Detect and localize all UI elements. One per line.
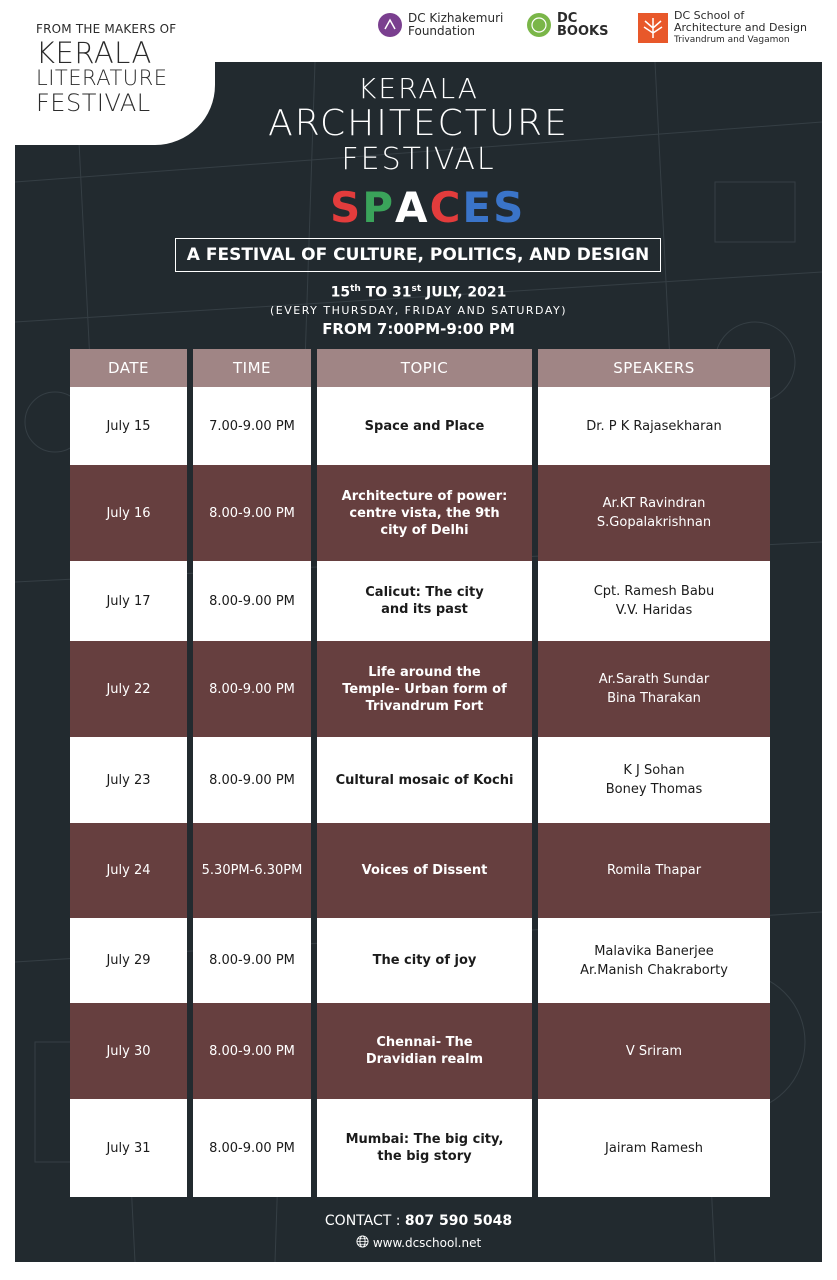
table-row: [70, 737, 770, 823]
row-date: July 23: [70, 737, 187, 823]
contact-label: CONTACT :: [324, 1213, 405, 1229]
speaker-name: V.V. Haridas: [615, 603, 693, 618]
table-row: [70, 561, 770, 641]
sponsor-1-line-1: DC Kizhakemuri: [408, 11, 504, 25]
topic-line: and its past: [381, 602, 468, 617]
start-date-suffix: th: [350, 284, 361, 294]
speaker-name: Bina Tharakan: [607, 691, 701, 706]
speaker-name: Malavika Banerjee: [594, 943, 714, 959]
speaker-name: Ar.Sarath Sundar: [598, 672, 710, 687]
topic-line: Temple- Urban form of: [342, 681, 507, 697]
row-topic: [317, 737, 532, 823]
festival-title-line-3: FESTIVAL: [341, 142, 496, 177]
contact-info: [0, 1213, 837, 1229]
row-time: 8.00-9.00 PM: [193, 1099, 311, 1197]
row-date: July 24: [70, 823, 187, 918]
speaker-name: Ar.Manish Chakraborty: [580, 962, 728, 978]
speaker-name: Jairam Ramesh: [605, 1140, 703, 1156]
row-date: July 29: [70, 918, 187, 1003]
row-speakers: [538, 823, 770, 918]
spaces-letter: S: [330, 183, 361, 232]
header-time: TIME: [193, 349, 311, 387]
table-row: [70, 1003, 770, 1099]
sponsor-2-line-2: BOOKS: [557, 24, 609, 39]
topic-line: Calicut: The city: [365, 585, 484, 600]
speaker-name: Romila Thapar: [606, 863, 702, 878]
table-row: [70, 823, 770, 918]
sponsor-dc-foundation: [378, 12, 503, 38]
klf-line-1: KERALA: [36, 36, 152, 70]
topic-line: the big story: [377, 1149, 472, 1164]
topic-line: Mumbai: The big city,: [345, 1132, 504, 1147]
row-time: 8.00-9.00 PM: [193, 561, 311, 641]
row-time: 8.00-9.00 PM: [193, 737, 311, 823]
sponsor-2-line-1: DC: [557, 11, 578, 26]
topic-line: Chennai- The: [376, 1035, 473, 1050]
header-topic: TOPIC: [317, 349, 532, 387]
speaker-name: S.Gopalakrishnan: [596, 515, 712, 530]
festival-title-line-2: ARCHITECTURE: [268, 103, 569, 144]
row-speakers: [538, 465, 770, 561]
row-time: 8.00-9.00 PM: [193, 641, 311, 737]
website-row: [0, 1235, 837, 1251]
header-speakers: SPEAKERS: [538, 349, 770, 387]
festival-tagline: A FESTIVAL OF CULTURE, POLITICS, AND DESIGN: [175, 238, 661, 272]
schedule-table: [64, 349, 776, 1197]
row-topic: [317, 465, 532, 561]
header-date: DATE: [70, 349, 187, 387]
topic-line: The city of joy: [372, 953, 477, 968]
row-speakers: [538, 387, 770, 465]
klf-line-2: LITERATURE: [36, 66, 168, 90]
topic-line: Voices of Dissent: [361, 863, 488, 878]
topic-line: Trivandrum Fort: [365, 698, 484, 714]
row-speakers: [538, 1099, 770, 1197]
topic-line: centre vista, the 9th: [349, 505, 500, 521]
end-date-suffix: st: [411, 284, 422, 294]
table-row: [70, 1099, 770, 1197]
table-header-row: [70, 349, 770, 387]
to-label: TO: [360, 284, 393, 301]
row-topic: [317, 823, 532, 918]
topic-line: Cultural mosaic of Kochi: [335, 772, 514, 788]
row-time: 8.00-9.00 PM: [193, 918, 311, 1003]
row-speakers: [538, 641, 770, 737]
makers-label: FROM THE MAKERS OF: [36, 22, 177, 36]
table-row: [70, 918, 770, 1003]
festival-title-line-1: KERALA: [358, 72, 479, 105]
sponsor-3-line-2: Architecture and Design: [674, 21, 808, 34]
spaces-letter: C: [429, 183, 461, 232]
table-row: [70, 387, 770, 465]
topic-line: city of Delhi: [380, 522, 469, 538]
topic-line: Life around the: [368, 664, 481, 680]
row-topic: [317, 641, 532, 737]
row-topic: [317, 1099, 532, 1197]
row-topic: [317, 387, 532, 465]
row-time: 8.00-9.00 PM: [193, 465, 311, 561]
row-topic: [317, 1003, 532, 1099]
schedule-time: FROM 7:00PM-9:00 PM: [322, 320, 515, 338]
speaker-name: Ar.KT Ravindran: [602, 496, 706, 511]
schedule-days: (EVERY THURSDAY, FRIDAY AND SATURDAY): [269, 304, 568, 317]
spaces-letter: P: [362, 183, 394, 232]
row-date: July 17: [70, 561, 187, 641]
start-date: 15: [330, 284, 351, 301]
row-time: 5.30PM-6.30PM: [193, 823, 311, 918]
speaker-name: K J Sohan: [623, 763, 685, 778]
contact-phone[interactable]: 807 590 5048: [404, 1213, 513, 1229]
row-time: 8.00-9.00 PM: [193, 1003, 311, 1099]
row-speakers: [538, 737, 770, 823]
table-row: [70, 465, 770, 561]
row-date: July 16: [70, 465, 187, 561]
row-date: July 22: [70, 641, 187, 737]
dc-school-logo-icon: [638, 13, 668, 43]
row-speakers: [538, 918, 770, 1003]
speaker-name: V Sriram: [625, 1043, 683, 1059]
speaker-name: Boney Thomas: [605, 782, 703, 797]
sponsor-3-line-1: DC School of: [674, 9, 745, 22]
spaces-letter: S: [493, 183, 524, 232]
row-speakers: [538, 561, 770, 641]
klf-line-3: FESTIVAL: [36, 89, 151, 117]
end-date: 31: [392, 284, 412, 301]
dc-foundation-logo-icon: [378, 13, 402, 37]
table-row: [70, 641, 770, 737]
website-link[interactable]: www.dcschool.net: [372, 1236, 482, 1250]
month-year: JULY, 2021: [421, 284, 507, 301]
topic-line: Space and Place: [364, 418, 485, 434]
row-date: July 31: [70, 1099, 187, 1197]
dc-books-logo-icon: [527, 13, 551, 37]
sponsor-dc-books: [527, 12, 608, 38]
sponsor-3-line-3: Trivandrum and Vagamon: [674, 35, 790, 45]
topic-line: Architecture of power:: [341, 488, 508, 504]
row-topic: [317, 918, 532, 1003]
spaces-letter: E: [462, 183, 492, 232]
topic-line: Dravidian realm: [365, 1052, 484, 1067]
globe-icon: [356, 1235, 369, 1251]
sponsor-dc-school: [638, 10, 807, 46]
spaces-wordmark: [330, 183, 524, 232]
row-time: 7.00-9.00 PM: [193, 387, 311, 465]
row-speakers: [538, 1003, 770, 1099]
date-range: [0, 284, 837, 301]
row-topic: [317, 561, 532, 641]
speaker-name: Dr. P K Rajasekharan: [586, 418, 722, 434]
row-date: July 15: [70, 387, 187, 465]
sponsor-1-line-2: Foundation: [408, 24, 475, 38]
row-date: July 30: [70, 1003, 187, 1099]
spaces-letter: A: [395, 183, 428, 232]
speaker-name: Cpt. Ramesh Babu: [593, 584, 715, 599]
